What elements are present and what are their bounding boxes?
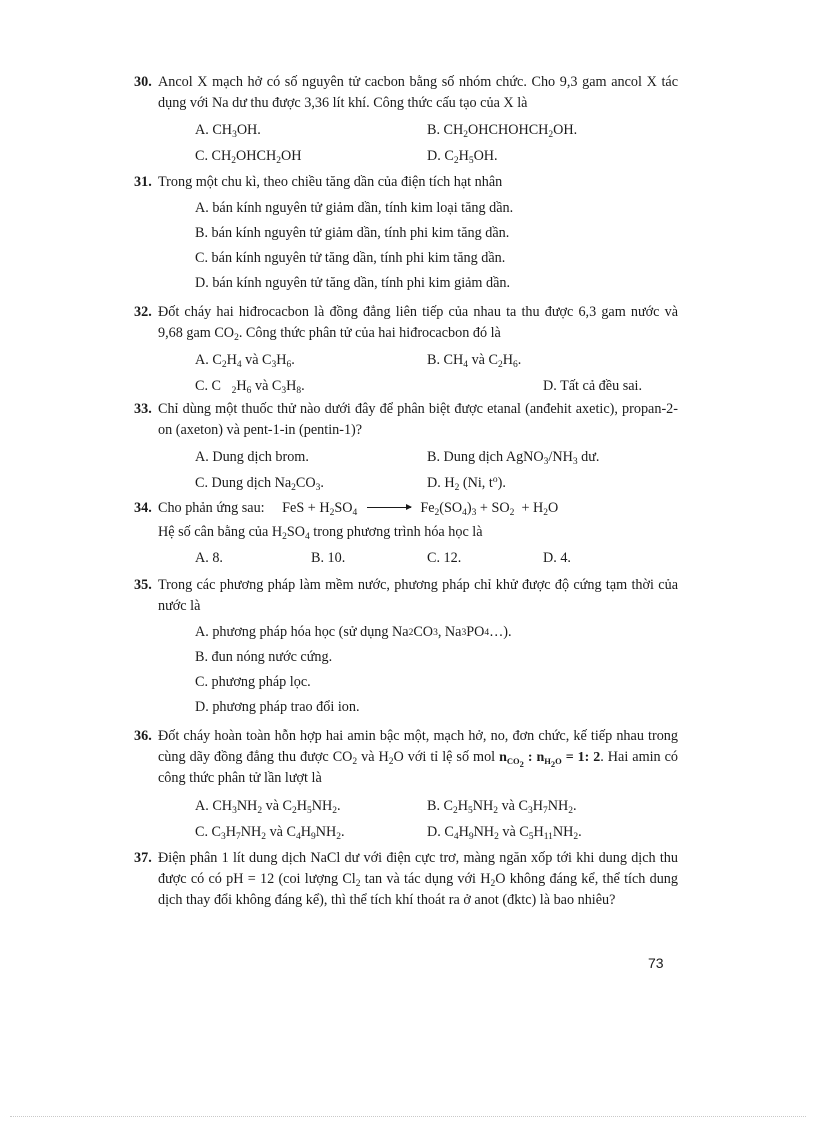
- page-number: 73: [648, 955, 664, 971]
- option-c: C. bán kính nguyên tử tăng dần, tính phi kim tăng dần.: [195, 250, 506, 266]
- question-33-options: [195, 444, 678, 496]
- question-number: 34.: [134, 500, 152, 516]
- option-d: D. $C_2H_5OH$.: [427, 147, 498, 166]
- question-34-text: 34. Cho phản ứng sau: FeS + $H_2SO_4$ $Fe_2(SO_4)_3 + SO_2 + H_2O$: [134, 500, 559, 518]
- question-30-options: [195, 117, 678, 169]
- question-33-text: 33. Chỉ dùng một thuốc thử nào dưới đây để phân biệt được etanal (anđehit axetic), propan-2-on (axeton) và pent-1-in (pentin-1)?: [134, 401, 678, 438]
- mol-ratio-formula: $n_{CO_2}$ : $n_{H_2O} = 1$: 2: [499, 750, 601, 769]
- question-number: 31.: [134, 174, 152, 190]
- option-b: B. $CH_4$ và $C_2H_6$.: [427, 351, 522, 370]
- question-36-text: 36. Đốt cháy hoàn toàn hỗn hợp hai amin bậc một, mạch hở, no, đơn chức, kế tiếp nhau trong cùng dãy đồng đẳng thu được $CO_2$ và $H_2O$ với tỉ lệ số mol $n_{CO_2}$ : $n_{H_2O} = 1$: 2. Hai amin có công thức phân tử lần lượt là: [134, 728, 679, 786]
- option-a: A. $C_2H_4$ và $C_3H_6$.: [195, 351, 295, 370]
- option-a: A. $CH_3NH_2$ và $C_2H_5NH_2$.: [195, 797, 341, 816]
- option-c: C. $CH_2OHCH_2OH$: [195, 147, 302, 166]
- question-31: [134, 172, 678, 296]
- option-d: D. 4.: [543, 549, 571, 566]
- question-30-text: 30. Ancol X mạch hở có số nguyên tử cacbon bằng số nhóm chức. Cho 9,3 gam ancol X tác dụng với Na dư thu được 3,36 lít khí. Công thức cấu tạo của X là: [134, 74, 678, 111]
- option-a: A. 8.: [195, 549, 223, 566]
- question-number: 37.: [134, 850, 152, 866]
- question-number: 35.: [134, 577, 152, 593]
- question-33: [134, 399, 678, 496]
- bottom-dotted-divider: [10, 1116, 806, 1117]
- option-b: B. $C_2H_5NH_2$ và $C_3H_7NH_2$.: [427, 797, 577, 816]
- question-34: [134, 498, 678, 571]
- option-c: C. 12.: [427, 549, 462, 566]
- option-b: B. 10.: [311, 549, 346, 566]
- question-35-text: 35. Trong các phương pháp làm mềm nước, phương pháp chỉ khử được độ cứng tạm thời của nước là: [134, 577, 678, 614]
- question-number: 32.: [134, 304, 152, 320]
- question-30: [134, 72, 678, 169]
- question-number: 30.: [134, 74, 152, 90]
- option-c: C. phương pháp lọc.: [195, 674, 311, 690]
- question-32-text: 32. Đốt cháy hai hiđrocacbon là đồng đẳng liên tiếp của nhau ta thu được 6,3 gam nước và 9,68 gam $CO_2$. Công thức phân tử của hai hiđrocacbon đó là: [134, 304, 678, 343]
- option-a: A. phương pháp hóa học (sử dụng Na 2 CO 3 , Na 3 PO 4 …).: [195, 624, 512, 640]
- question-35: [134, 575, 678, 720]
- option-b: B. bán kính nguyên tử giảm dần, tính phi kim tăng dần.: [195, 225, 510, 241]
- reaction-equation: FeS + $H_2SO_4$ $Fe_2(SO_4)_3 + SO_2 + H_2O$: [282, 500, 559, 518]
- option-b: B. $CH_2OHCHOHCH_2OH$.: [427, 121, 578, 140]
- option-a: A. $CH_3OH$.: [195, 121, 261, 140]
- question-31-options: [195, 196, 678, 296]
- option-d: D. bán kính nguyên tử tăng dần, tính phi kim giảm dần.: [195, 275, 511, 291]
- option-c: C. C $_2H_6$ và $C_3H_8$.: [195, 377, 305, 396]
- question-32-options: [195, 347, 678, 399]
- question-37-text: 37. Điện phân 1 lít dung dịch NaCl dư với điện cực trơ, màng ngăn xốp tới khi dung dịch thu được có có pH = 12 (coi lượng $Cl_2$ tan và tác dụng với $H_2O$ không đáng kể, thể tích dung dịch thay đổi không đáng kể), thì thể tích khí thoát ra ở anot (đktc) là bao nhiêu?: [134, 850, 678, 908]
- option-b: B. đun nóng nước cứng.: [195, 649, 333, 665]
- question-35-options: [195, 620, 678, 720]
- question-31-text: 31. Trong một chu kì, theo chiều tăng dần của điện tích hạt nhân: [134, 172, 678, 193]
- question-number: 36.: [134, 728, 152, 744]
- option-d: D. phương pháp trao đổi ion.: [195, 699, 360, 715]
- option-d: D. $H_2$ (Ni, $t^o$).: [427, 474, 506, 493]
- question-number: 33.: [134, 401, 152, 417]
- option-c: C. Dung dịch $Na_2CO_3$.: [195, 474, 324, 493]
- question-34-note: Hệ số cân bằng của $H_2SO_4$ trong phương trình hóa học là: [158, 524, 483, 542]
- question-37: [134, 848, 678, 911]
- question-36: [134, 726, 678, 845]
- reaction-arrow: [367, 507, 411, 508]
- option-d: D. $C_4H_9NH_2$ và $C_5H_{11}NH_2$.: [427, 823, 582, 842]
- option-a: A. bán kính nguyên tử giảm dần, tính kim loại tăng dần.: [195, 200, 514, 216]
- question-32: [134, 302, 678, 399]
- question-36-options: [195, 793, 678, 845]
- option-c: C. $C_3H_7NH_2$ và $C_4H_9NH_2$.: [195, 823, 345, 842]
- option-b: B. Dung dịch $AgNO_3/NH_3$ dư.: [427, 448, 600, 467]
- option-a: A. Dung dịch brom.: [195, 448, 309, 465]
- option-d: D. Tất cả đều sai.: [543, 377, 643, 394]
- question-34-options: [195, 545, 678, 571]
